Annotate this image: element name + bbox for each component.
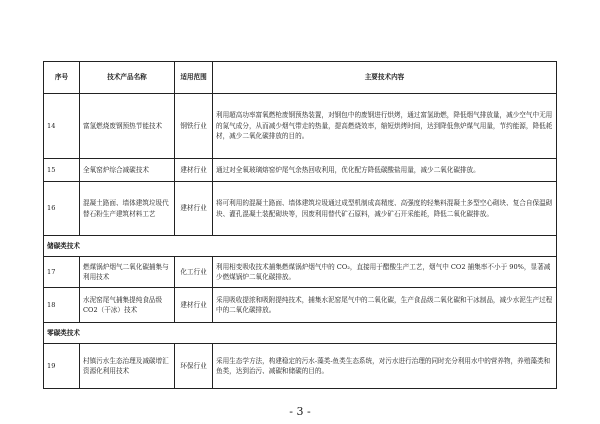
technology-table [43,61,557,389]
row-name: 富氢燃烧废钢预热节能技术 [80,94,175,159]
row-no: 16 [44,182,80,236]
row-name: 燃煤锅炉烟气二氧化碳捕集与利用技术 [80,257,175,288]
table-row [44,94,557,159]
section-title-storage: 储碳类技术 [44,236,557,257]
row-scope: 建材行业 [175,159,213,182]
row-content: 将可利用的混凝土路面、墙体建筑垃圾通过成型机制成高精度、高强度的轻集料混凝土多型空心砌块、复合自保温砌块、灌孔混凝土装配砌块等，因废利用替代矿石原料，减少矿石开采能耗，降低二氧化碳排放。 [213,182,557,236]
row-name: 混凝土路面、墙体建筑垃圾代替石粉生产建筑材料工艺 [80,182,175,236]
table-row [44,182,557,236]
row-content: 利用相变吸收技术捕集燃煤锅炉烟气中的 CO₂，直接用于醋酸生产工艺，烟气中 CO2 捕集率不小于 90%，显著减少燃煤锅炉二氧化碳排放。 [213,257,557,288]
row-scope: 建材行业 [175,288,213,323]
row-scope: 环保行业 [175,344,213,389]
page-number: - 3 - [289,405,311,418]
header-name: 技术产品名称 [80,62,175,94]
table-row [44,344,557,389]
table-row [44,288,557,323]
row-scope: 钢铁行业 [175,94,213,159]
row-no: 14 [44,94,80,159]
row-scope: 化工行业 [175,257,213,288]
row-content: 通过对全氧玻璃熔窑炉尾气余热回收利用，优化配方降低碳酸盐用量，减少二氧化碳排放。 [213,159,557,182]
row-content: 采用吸收提浓和吸附提纯技术，捕集水泥窑尾气中的二氧化碳，生产食品级二氧化碳和干冰制品，减少水泥生产过程中的二氧化碳排放。 [213,288,557,323]
header-scope: 适用范围 [175,62,213,94]
row-content: 采用生态学方法，构建稳定的污水-藻类-鱼类生态系统，对污水进行治理的同时充分利用水中的营养物，养殖藻类和鱼类，达到治污、减碳和储碳的目的。 [213,344,557,389]
row-name: 村镇污水生态治理及减碳增汇资源化利用技术 [80,344,175,389]
header-content: 主要技术内容 [213,62,557,94]
table-header-row [44,62,557,94]
section-title-zero: 零碳类技术 [44,323,557,344]
row-name: 全氧窑炉综合减碳技术 [80,159,175,182]
section-row-zero [44,323,557,344]
row-no: 19 [44,344,80,389]
section-row-storage [44,236,557,257]
header-no: 序号 [44,62,80,94]
table-row [44,159,557,182]
row-name: 水泥窑尾气捕集提纯食品级 CO2（干冰）技术 [80,288,175,323]
row-no: 15 [44,159,80,182]
row-scope: 建材行业 [175,182,213,236]
row-no: 17 [44,257,80,288]
table-row [44,257,557,288]
row-no: 18 [44,288,80,323]
row-content: 利用超高功率富氧燃枪废钢预热装置，对钢包中的废钢进行烘烤，通过富氢助燃，降低烟气排放量，减少空气中无用的氮气成分，从而减少烟气带走的热量，提高燃烧效率，缩短烘烤时间，达到降低焦炉煤气用量，节约能源，降低耗材，减少二氧化碳排放的目的。 [213,94,557,159]
